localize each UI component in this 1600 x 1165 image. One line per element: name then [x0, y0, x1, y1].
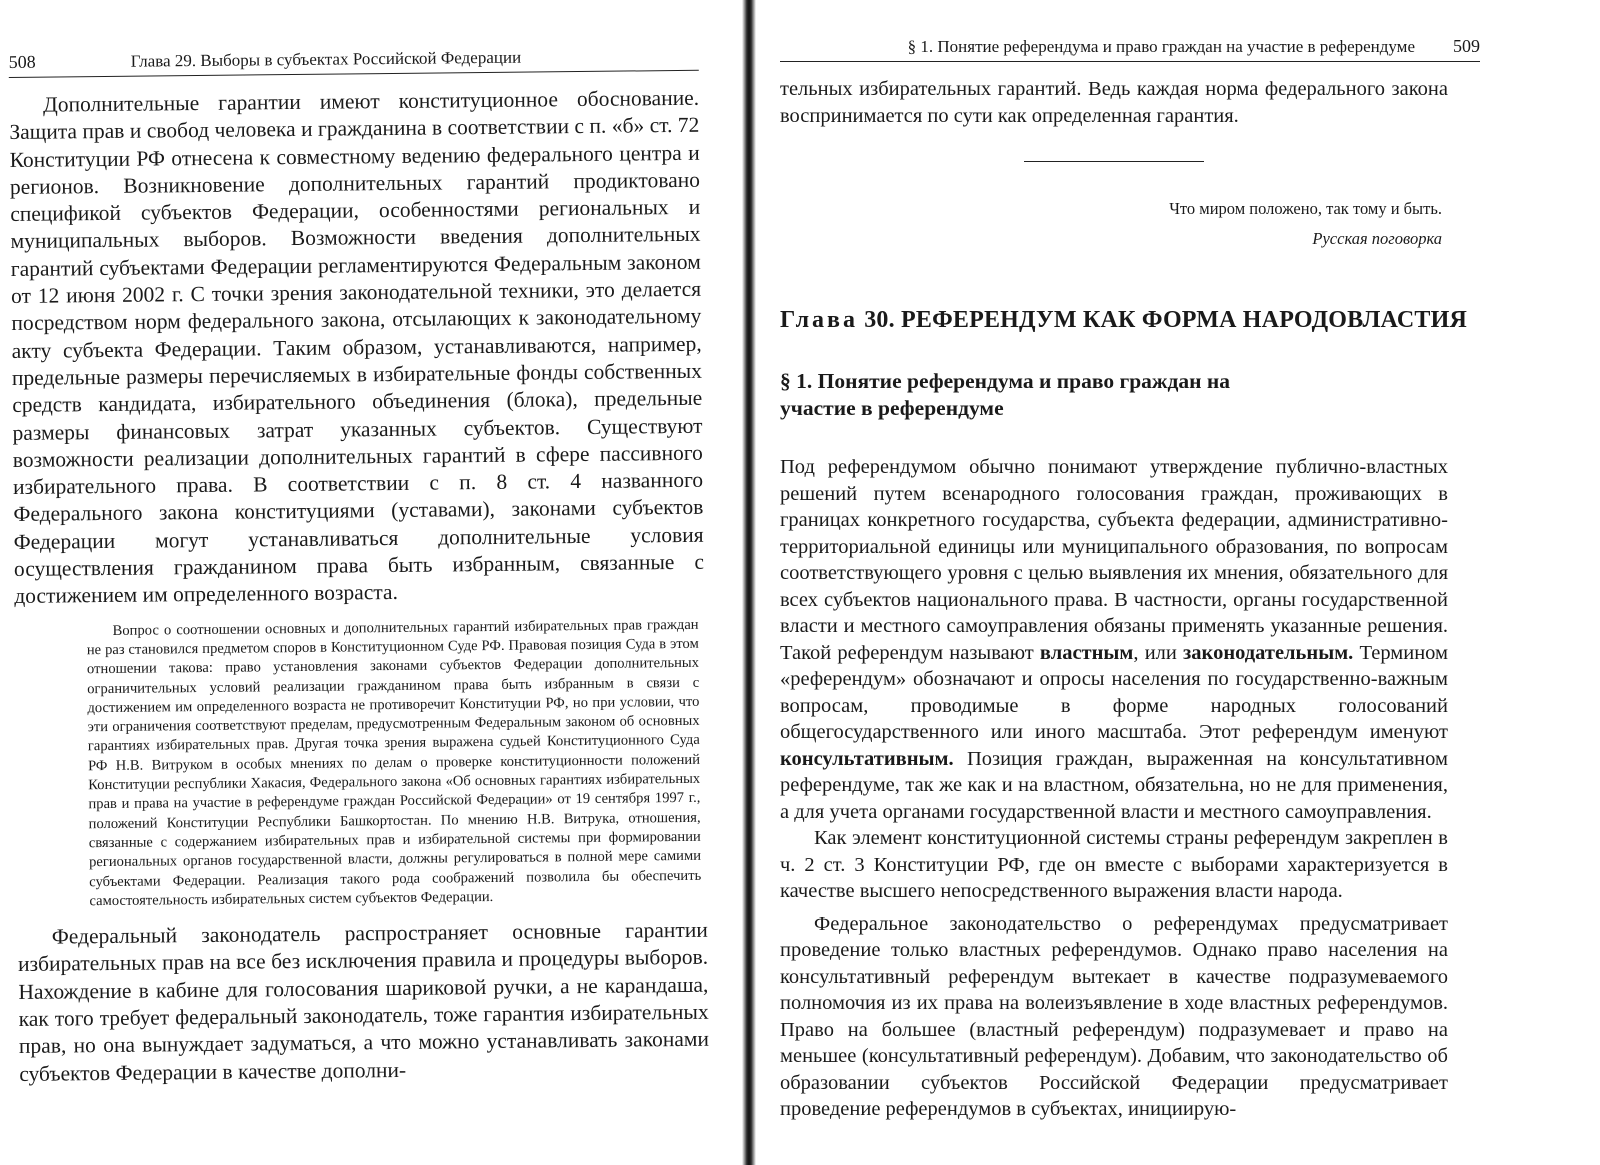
left-smallprint-note — [87, 615, 702, 911]
left-page-number: 508 — [8, 51, 36, 72]
chapter-title-text: 30. РЕФЕРЕНДУМ КАК ФОРМА НАРОДОВЛАСТИЯ — [864, 307, 1468, 333]
p1-text-d: Позиция граждан, выраженная на консультативном референдуме, так же как и на властном, обязательна, но не для применения, а для учета органами государственной власти и местного самоуправления. — [780, 747, 1448, 823]
left-smallprint-text: Вопрос о соотношении основных и дополнительных гарантий избирательных прав граждан не раз становился предметом споров в Конституционном Суде РФ. Правовая позиция Суда в этом отношении такова: право установления законами субъектов Федерации дополнительных ограничительных условий реализации гражданином права быть избранным в связи с достижением им определенного возраста не противоречит Конституции РФ, но при условии, что эти ограничения соответствуют пределам, предусмотренным Федеральным законом об основных гарантиях избирательных прав. Другая точка зрения выражена судьей Конституционного Суда РФ Н.В. Витруком в особых мнениях по делам о проверке конституционности положений Конституции республики Хакасия, Федерального закона «Об основных гарантиях избирательных прав и права на участие в референдуме граждан Российской Федерации» от 19 сентября 1997 г., положений Конституции Республики Башкортостан. По мнению Н.В. Витрука, отношения, связанные с содержанием избирательных прав и избирательной системы при формировании региональных органов государственной власти, должны регулироваться в полной мере самими субъектами Федерации. Реализация такого рода соображений позволила бы обеспечить самостоятельность избирательных систем субъектов Федерации. — [86, 616, 702, 909]
left-paragraph-2: Федеральный законодатель распространяет основные гарантии избирательных прав на все без исключения правила и процедуры выборов. Нахождение в кабине для голосования шариковой ручки, а не карандаша, как того требует федеральный законодатель, тоже гарантия избирательных прав, но она вынуждает задуматься, а что можно устанавливать законами субъектов Федерации в качестве дополни- — [17, 917, 710, 1086]
left-paragraph-1: Дополнительные гарантии имеют конституционное обоснование. Защита прав и свобод человека и гражданина в соответствии с п. «б» ст. 72 Конституции РФ отнесена к совместному ведению федерального центра и регионов. Возникновение дополнительных гарантий продиктовано спецификой субъектов Федерации, особенностями региональных и муниципальных выборов. Возможности введения дополнительных гарантий субъектами Федерации регламентируются Федеральным законом от 12 июня 2002 г. С точки зрения законодательной техники, это делается посредством норм федерального закона, отсылающих к законодательному акту субъекта Федерации. Таким образом, устанавливаются, например, предельные размеры перечисляемых в избирательные фонды собственных средств кандидата, избирательного объединения (блока), предельные размеры финансовых затрат указанных субъектов. Существуют возможности реализации дополнительных гарантий в сфере пассивного избирательного права. В соответствии с п. 8 ст. 4 названного Федерального закона конституциями (уставами), законами субъектов Федерации могут устанавливаться дополнительные условия осуществления гражданином права быть избранным, связанные с достижением им определенного возраста. — [9, 85, 705, 609]
left-running-head — [9, 45, 699, 78]
keyword-vlastnym: властным — [1039, 641, 1134, 664]
left-running-head-title: Глава 29. Выборы в субъектах Российской Федерации — [130, 47, 522, 71]
keyword-konsultativnym: консультативным. — [780, 747, 954, 770]
epigraph — [780, 194, 1480, 254]
right-continuation: тельных избирательных гарантий. Ведь каждая норма федерального закона воспринимается по сути как определенная гарантия. — [780, 78, 1448, 127]
chapter-title — [780, 306, 1480, 334]
right-paragraph-1 — [780, 454, 1448, 825]
chapter-label: Глава — [780, 307, 858, 333]
right-running-head — [780, 36, 1480, 62]
right-paragraph-2: Как элемент конституционной системы страны референдум закреплен в ч. 2 ст. 3 Конституции РФ, где он вместе с выборами характеризуется в качестве высшего непосредственного выражения власти народа. — [780, 827, 1448, 902]
right-page-number: 509 — [1453, 36, 1480, 56]
left-page — [8, 0, 709, 1088]
right-page — [780, 0, 1480, 1123]
keyword-zakonodatelnym: законодательным. — [1183, 641, 1354, 664]
p1-text-a: Под референдумом обычно понимают утверждение публично-властных решений путем всенародного голосования граждан, проживающих в границах конкретного государства, субъекта федерации, административно-территориальной единицы или муниципального образования, по вопросам соответствующего уровня с целью выявления их мнения, обязательного для всех субъектов национального права. В частности, органы государственной власти и местного самоуправления обязаны применять указанные решения. Такой референдум называют — [780, 456, 1448, 664]
book-gutter — [742, 0, 756, 1165]
epigraph-source: Русская поговорка — [1312, 229, 1442, 248]
right-paragraph-3: Федеральное законодательство о референдумах предусматривает проведение только властных референдумов. Однако право населения на консультативный референдум вытекает в качестве подразумеваемого полномочия из их права на волеизъявление в ходе властных референдумов. Право на большее (властный референдум) подразумевает и право на меньшее (консультативный референдум). Добавим, что законодательство об образовании субъектов Российской Федерации предусматривает проведение референдумов в субъектах, инициирую- — [780, 912, 1448, 1120]
right-running-head-title: § 1. Понятие референдума и право граждан на участие в референдуме — [907, 37, 1415, 56]
section-title: § 1. Понятие референдума и право граждан на участие в референдуме — [780, 369, 1231, 420]
section-separator — [1024, 161, 1204, 162]
epigraph-text: Что миром положено, так тому и быть. — [1169, 199, 1442, 218]
p1-text-b: , или — [1133, 641, 1184, 664]
p1-text-c: Термином «референдум» обозначают и опросы населения по государственно-важным вопросам, проводимые в форме народных голосований общегосударственного или иного масштаба. Этот референдум именуют — [780, 641, 1449, 743]
